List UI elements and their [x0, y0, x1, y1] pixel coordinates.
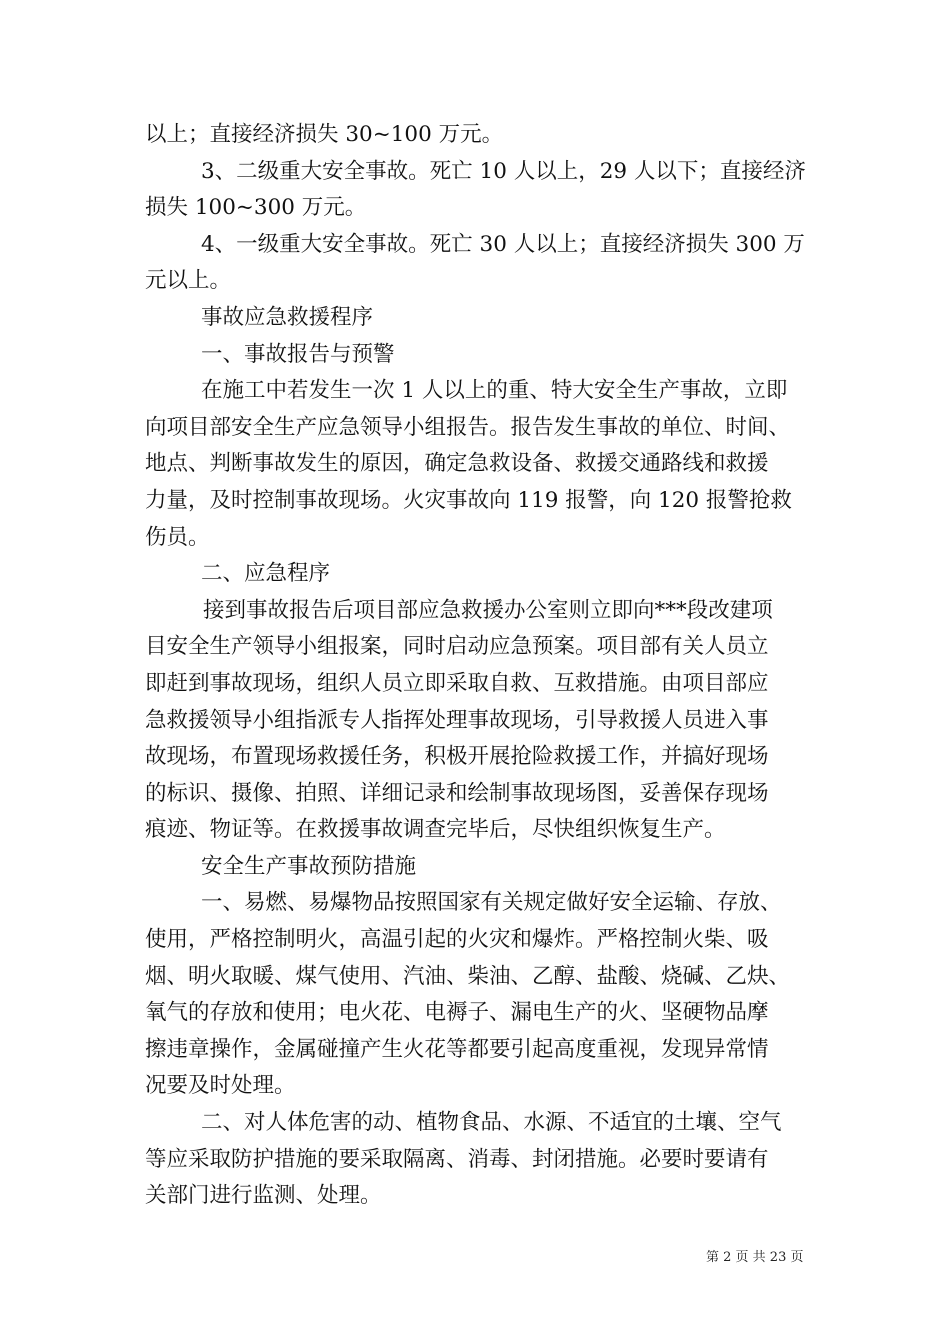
text-line: 一、易燃、易爆物品按照国家有关规定做好安全运输、存放、: [201, 890, 782, 916]
text-line: 烟、明火取暖、煤气使用、汽油、柴油、乙醇、盐酸、烧碱、乙炔、: [145, 963, 791, 989]
text-line: 3、二级重大安全事故。死亡 10 人以上，29 人以下；直接经济: [201, 158, 806, 184]
text-line: 伤员。: [145, 524, 210, 550]
text-line: 痕迹、物证等。在救援事故调查完毕后，尽快组织恢复生产。: [145, 817, 726, 843]
subsection-heading: 二、应急程序: [201, 561, 331, 587]
text-line: 的标识、摄像、拍照、详细记录和绘制事故现场图，妥善保存现场: [145, 780, 769, 806]
text-line: 急救援领导小组指派专人指挥处理事故现场，引导救援人员进入事: [145, 707, 769, 733]
body-text: [145, 117, 825, 1215]
subsection-heading: 一、事故报告与预警: [201, 341, 395, 367]
text-line: 元以上。: [145, 268, 232, 294]
text-line: 故现场，布置现场救援任务，积极开展抢险救援工作，并搞好现场: [145, 744, 769, 770]
text-line: 擦违章操作，金属碰撞产生火花等都要引起高度重视，发现异常情: [145, 1036, 769, 1062]
text-line: 关部门进行监测、处理。: [145, 1183, 382, 1209]
text-line: 以上；直接经济损失 30~100 万元。: [145, 122, 504, 147]
text-line: 氧气的存放和使用；电火花、电褥子、漏电生产的火、坚硬物品摩: [145, 1000, 769, 1026]
text-line: 向项目部安全生产应急领导小组报告。报告发生事故的单位、时间、: [145, 414, 791, 440]
text-line: 二、对人体危害的动、植物食品、水源、不适宜的土壤、空气: [201, 1110, 782, 1136]
section-heading: 事故应急救援程序: [201, 304, 374, 330]
text-line: 接到事故报告后项目部应急救援办公室则立即向***段改建项: [203, 597, 773, 623]
text-line: 况要及时处理。: [145, 1073, 296, 1099]
section-heading: 安全生产事故预防措施: [201, 853, 417, 879]
text-line: 力量，及时控制事故现场。火灾事故向 119 报警，向 120 报警抢救: [145, 487, 792, 513]
text-line: 损失 100~300 万元。: [145, 195, 367, 221]
text-line: 使用，严格控制明火，高温引起的火灾和爆炸。严格控制火柴、吸: [145, 927, 769, 953]
text-line: 在施工中若发生一次 1 人以上的重、特大安全生产事故，立即: [201, 378, 788, 404]
text-line: 地点、判断事故发生的原因，确定急救设备、救援交通路线和救援: [145, 451, 769, 477]
page-number-footer: 第 2 页 共 23 页: [706, 1250, 804, 1265]
text-line: 目安全生产领导小组报案，同时启动应急预案。项目部有关人员立: [145, 634, 769, 660]
text-line: 4、一级重大安全事故。死亡 30 人以上；直接经济损失 300 万: [201, 231, 805, 257]
text-line: 等应采取防护措施的要采取隔离、消毒、封闭措施。必要时要请有: [145, 1146, 769, 1172]
text-line: 即赶到事故现场，组织人员立即采取自救、互救措施。由项目部应: [145, 670, 769, 696]
